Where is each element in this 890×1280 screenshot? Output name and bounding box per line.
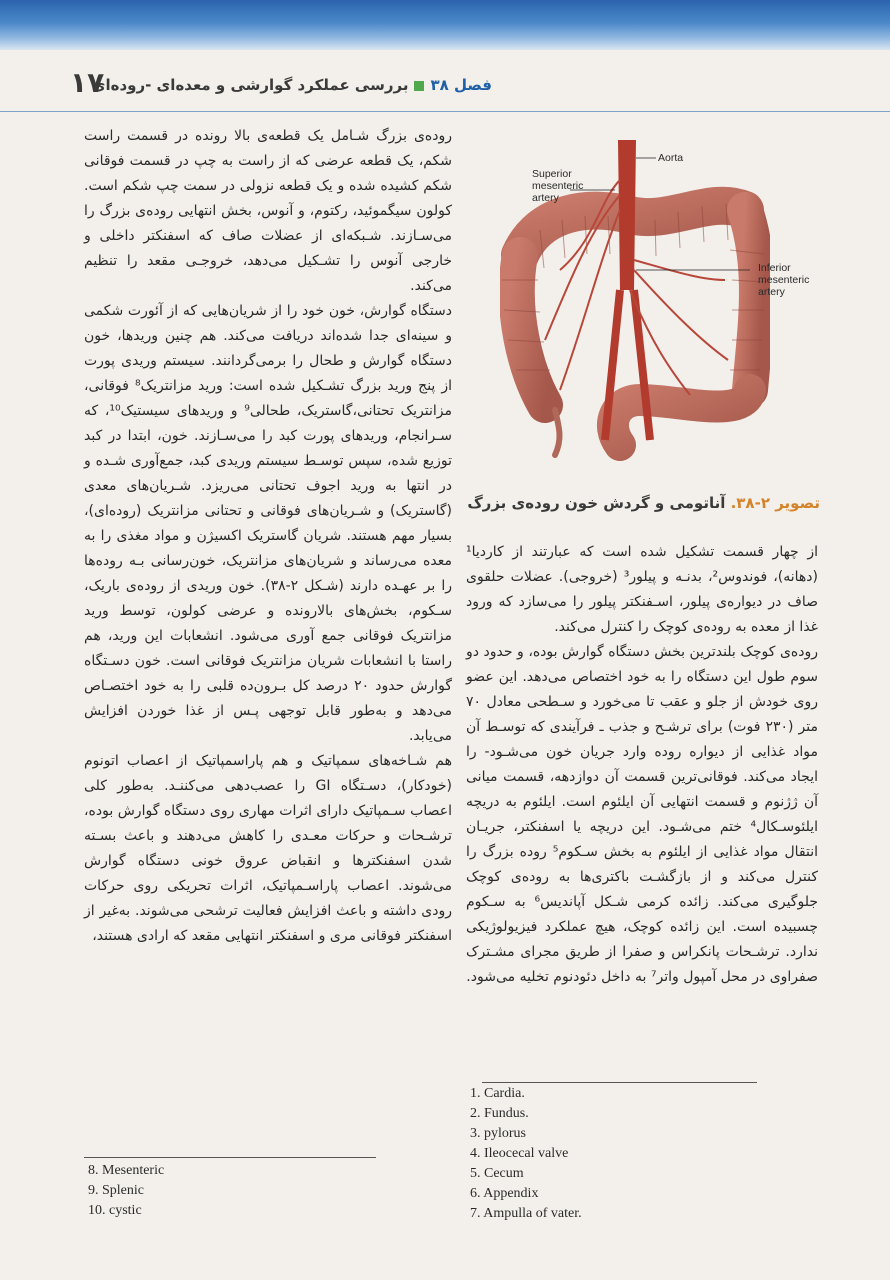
caption-text: آناتومی و گردش خون روده‌ی بزرگ <box>467 494 731 512</box>
paragraph: هم شـاخه‌های سمپاتیک و هم پاراسمپاتیک از اعصاب اتونوم (خودکار)، دسـتگاه GI را عصب‌دهی می‌کننـد. به‌طور کلی اعصاب سـمپاتیک دارای اثرات مهاری روی دستگاه گوارش بوده، ترشـحات و حرکات معـدی را کاهش می‌دهند و باعث بسـته شدن اسفنکترها و انقباض عروق خونی دستگاه گوارش می‌شوند. اعصاب پاراسـمپاتیک، اثرات تحریکی روی حرکات رودی داشته و باعث افزایش فعالیت ترشحی می‌شوند. به‌غیر از اسفنکتر فوقانی مری و اسفنکتر انتهایی مقعد که ارادی هستند، <box>84 753 452 944</box>
aorta-label: Aorta <box>658 152 684 164</box>
inferior-mesenteric-artery-label: Inferior mesenteric artery <box>758 262 810 298</box>
footnote: 3. pylorus <box>470 1126 526 1141</box>
right-column <box>466 540 818 990</box>
footnote: 4. Ileocecal valve <box>470 1146 569 1161</box>
colon-anatomy-figure <box>500 140 810 470</box>
footnote: 9. Splenic <box>88 1183 144 1198</box>
paragraph: روده‌ی کوچک بلندترین بخش دستگاه گوارش بوده، و حدود دو سوم طول این دستگاه را به خود اختصاص می‌دهد. این عضو روی خودش از جلو و عقب تا می‌خورد و سـطحی معادل ۷۰ متر (۲۳۰ فوت) برای ترشـح و جذب ـ فرآیندی که توسـط آن مواد غذایی از دیواره روده وارد جریان خون می‌شـود- را ایجاد می‌کند. فوقانی‌ترین قسمت آن دوازدهه، قسمت میانی آن ژژنوم و قسمت انتهایی آن ایلئوم است. ایلئوم به دریچه ایلئوسـکال⁴ ختم می‌شـود. این دریچه یا اسفنکتر، جریـان انتقال مواد غذایی از ایلئوم به بخش سـکوم⁵ روده بزرگ را کنترل می‌کند و از بازگشـت باکتری‌ها به روده‌ی کوچک جلوگیری می‌کند. زائده کرمی شـکل آپاندیس⁶ به سـکوم چسبیده است. این زائده کوچک، هیچ عملکرد فیزیولوژیکی ندارد. ترشـحات پانکراس و صفرا از طریق مجرای مشـترک صفراوی در محل آمپول واتر⁷ به داخل دئودنوم تخلیه می‌شود. <box>466 644 818 985</box>
left-column <box>84 124 452 949</box>
superior-mesenteric-artery-label: Superior mesenteric artery <box>532 168 584 204</box>
chapter-label: فصل ۳۸ <box>430 76 492 94</box>
top-color-band <box>0 0 890 50</box>
caption-number: تصویر ۲-۳۸. <box>730 494 820 512</box>
paragraph: روده‌ی بزرگ شـامل یک قطعه‌ی بالا رونده در قسمت راست شکم، یک قطعه عرضی که از راست به چپ در قسمت فوقانی شکم کشیده شده و یک قطعه نزولی در سمت چپ شکم است. کولون سیگموئید، رکتوم، و آنوس، بخش انتهایی روده‌ی بزرگ را می‌سـازند. شـبکه‌ای از عضلات صاف که اسفنکتر داخلی و خارجی آنوس را تشـکیل می‌دهد، خروجـی مقعد را تنظیم می‌کند. <box>84 128 452 294</box>
chapter-title: بررسی عملکرد گوارشی و معده‌ای -روده‌ای <box>91 76 409 94</box>
figure-caption <box>467 494 820 512</box>
footnote-rule-right <box>482 1082 757 1083</box>
footnotes-right <box>470 1084 582 1224</box>
footnote: 10. cystic <box>88 1203 142 1218</box>
chapter-square-icon <box>414 81 424 91</box>
paragraph: از چهار قسمت تشکیل شده است که عبارتند از کاردیا¹ (دهانه)، فوندوس²، بدنـه و پیلور³ (خروجی). عضلات حلقوی صاف در دیواره‌ی پیلور، اسـفنکتر پیلور را می‌سازد که ورود غذا از معده به روده‌ی کوچک را کنترل می‌کند. <box>466 544 818 635</box>
footnote-rule-left <box>84 1157 376 1158</box>
header-rule <box>0 111 890 112</box>
footnote: 8. Mesenteric <box>88 1163 165 1178</box>
chapter-header <box>92 76 492 94</box>
footnote: 6. Appendix <box>470 1186 539 1201</box>
footnotes-left <box>88 1161 164 1221</box>
paragraph: دستگاه گوارش، خون خود را از شریان‌هایی که از آئورت شکمی و سینه‌ای جدا شده‌اند دریافت می‌کند. هم چنین وریدها، خون دستگاه گوارش و طحال را برمی‌گردانند. سیستم وریدی پورت از پنج ورید بزرگ تشـکیل شده است: ورید مزانتریک⁸ فوقانی، مزانتریک تحتانی،گاستریک، طحالی⁹ و وریدهای سیستیک¹⁰، که سـرانجام، وریدهای پورت کبد را می‌سـازند. خون، ابتدا در کبد توزیع شده، سپس توسـط سیستم وریدی کبد، جمع‌آوری شـده و در انتها به ورید اجوف تحتانی می‌ریزد. شـریان‌های معدی (گاستریک) و شـریان‌های فوقانی و تحتانی مزانتریک (روده‌ای)، بسیار مهم هستند. شریان گاستریک اکسیژن و مواد مغذی را به معده می‌رساند و شریان‌های مزانتریک، خون‌رسانی بـه روده‌ها را بر عهـده دارند (شـکل ۲-۳۸). خون وریدی از روده‌ی باریک، سـکوم، بخش‌های بالارونده و عرضی کولون، توسط ورید مزانتریک فوقانی جمع آوری می‌شود. انشعابات این ورید، هم راستا با انشعابات شریان مزانتریک فوقانی است. خون دسـتگاه گوارش حدود ۲۰ درصد کل بـرون‌ده قلبی را به خود اختصـاص می‌دهد و به‌طور قابل توجهی پـس از غذا خوردن افزایش می‌یابد. <box>84 303 453 744</box>
footnote: 2. Fundus. <box>470 1106 529 1121</box>
page-number: ۱۷ <box>70 66 105 99</box>
footnote: 7. Ampulla of vater. <box>470 1206 582 1221</box>
footnote: 1. Cardia. <box>470 1086 525 1101</box>
footnote: 5. Cecum <box>470 1166 524 1181</box>
